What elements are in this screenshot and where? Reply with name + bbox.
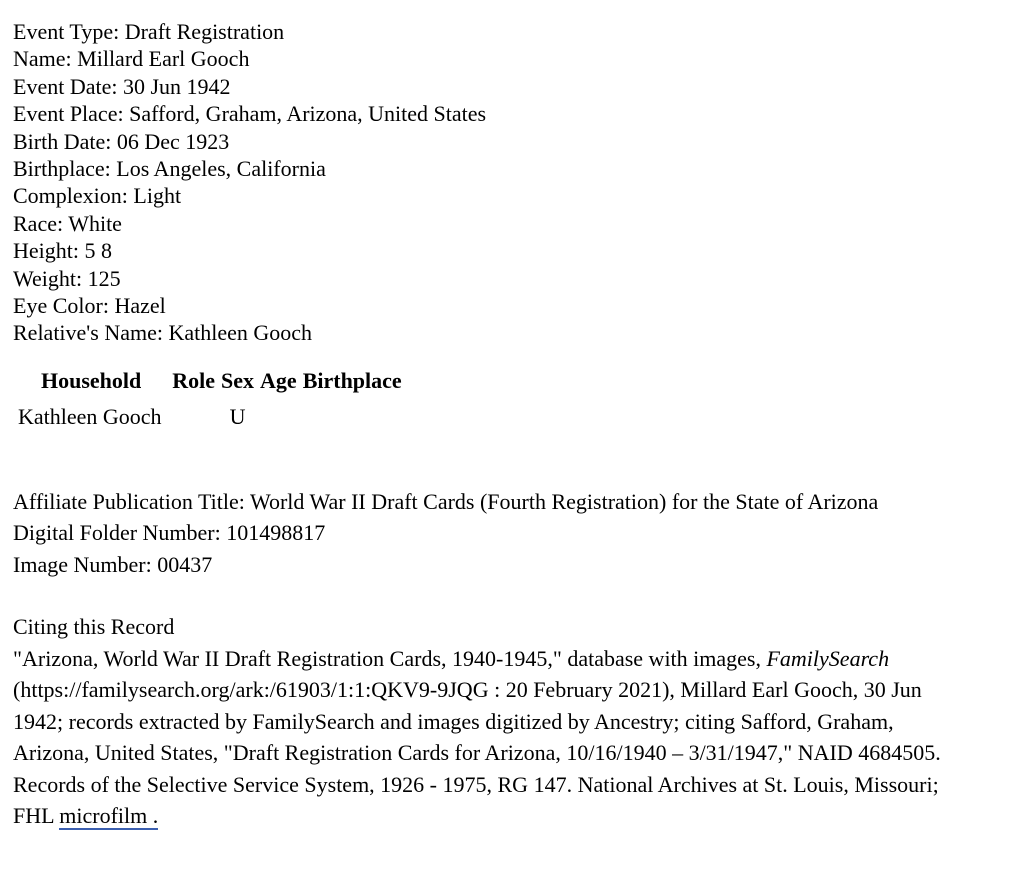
field-weight: Weight: 125: [13, 265, 121, 291]
field-complexion: Complexion: Light: [13, 183, 182, 209]
household-header-birthplace: Birthplace: [302, 367, 402, 393]
field-event-place: Event Place: Safford, Graham, Arizona, United States: [13, 101, 487, 127]
household-member-age: [257, 400, 300, 434]
digital-folder-number: Digital Folder Number: 101498817: [13, 520, 326, 546]
household-member-birthplace: [300, 400, 405, 434]
citation-heading: Citing this Record: [13, 614, 175, 640]
household-member-role: [169, 400, 218, 434]
household-member-name: Kathleen Gooch: [18, 403, 162, 429]
publication-title: Affiliate Publication Title: World War II Draft Cards (Fourth Registration) for the State of Arizona: [13, 488, 879, 514]
field-event-date: Event Date: 30 Jun 1942: [13, 73, 231, 99]
citation-text: "Arizona, World War II Draft Registration Cards, 1940-1945," database with images, FamilySearch (https://familysearch.org/ark:/61903/1:1:QKV9-9JQG : 20 February 2021), Millard Earl Gooch, 30 Jun 1942; records extracted by FamilySearch and images digitized by Ancestry; citing Safford, Graham, Arizona, United States, "Draft Registration Cards for Arizona, 10/16/1940 – 3/31/1947," NAID 4684505. Records of the Selective Service System, 1926 - 1975, RG 147. National Archives at St. Louis, Missouri; FHL microfilm .: [13, 645, 941, 829]
household-table: [15, 365, 405, 434]
microfilm-link[interactable]: microfilm .: [59, 803, 159, 829]
record-document: [13, 18, 1003, 832]
household-header-role: Role: [172, 367, 216, 393]
field-birth-date: Birth Date: 06 Dec 1923: [13, 128, 230, 154]
field-relatives-name: Relative's Name: Kathleen Gooch: [13, 320, 313, 346]
field-name: Name: Millard Earl Gooch: [13, 46, 250, 72]
field-height: Height: 5 8: [13, 238, 113, 264]
publication-info: [13, 486, 1003, 581]
citation-section: [13, 611, 973, 832]
household-header-age: Age: [260, 367, 297, 393]
citation-site-name: FamilySearch: [766, 645, 890, 671]
field-eye-color: Eye Color: Hazel: [13, 293, 166, 319]
household-member-sex: U: [229, 403, 246, 429]
field-birthplace: Birthplace: Los Angeles, California: [13, 156, 326, 182]
household-header-row: [15, 365, 405, 400]
table-row: [15, 400, 405, 434]
field-event-type: Event Type: Draft Registration: [13, 19, 285, 44]
household-header-sex: Sex: [221, 367, 255, 393]
field-race: Race: White: [13, 210, 122, 236]
image-number: Image Number: 00437: [13, 551, 213, 577]
household-header-household: Household: [41, 367, 142, 393]
record-fields: [13, 18, 1003, 347]
